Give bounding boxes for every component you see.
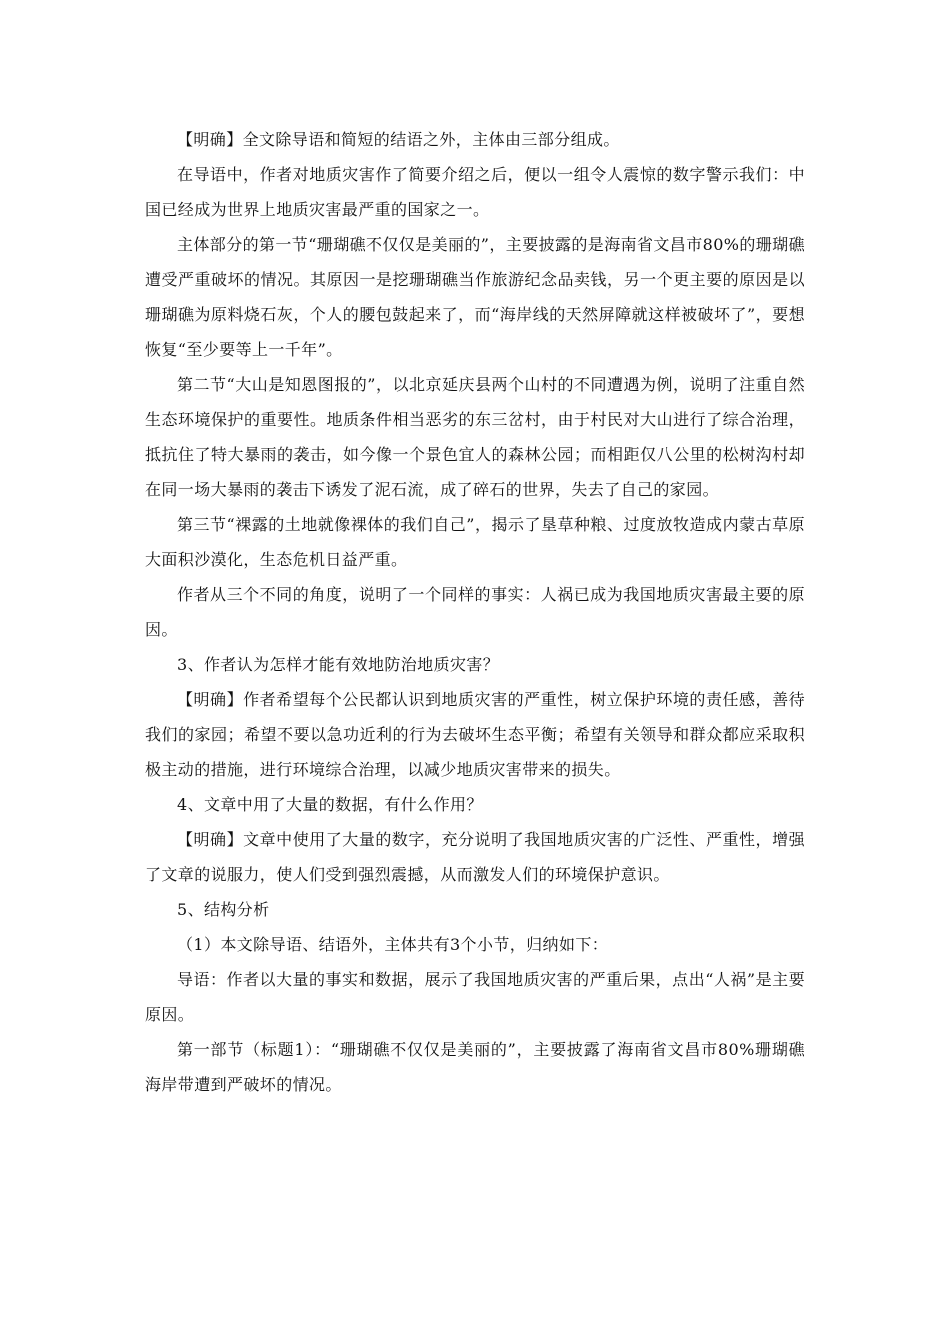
question-five: 5、结构分析 <box>177 900 270 919</box>
paragraph-section-three: 第三节“裸露的土地就像裸体的我们自己”，揭示了垦草种粮、过度放牧造成内蒙古草原大面积沙漠化，生态危机日益严重。 <box>145 515 805 569</box>
paragraph-section-one: 主体部分的第一节“珊瑚礁不仅仅是美丽的”，主要披露的是海南省文昌市80%的珊瑚礁遭受严重破坏的情况。其原因一是挖珊瑚礁当作旅游纪念品卖钱，另一个更主要的原因是以珊瑚礁为原料烧石灰，个人的腰包鼓起来了，而“海岸线的天然屏障就这样被破坏了”，要想恢复“至少要等上一千年”。 <box>145 235 805 359</box>
answer-four: 【明确】文章中使用了大量的数字，充分说明了我国地质灾害的广泛性、严重性，增强了文章的说服力，使人们受到强烈震撼，从而激发人们的环境保护意识。 <box>145 830 805 884</box>
document-body <box>145 122 805 1102</box>
answer-three: 【明确】作者希望每个公民都认识到地质灾害的严重性，树立保护环境的责任感，善待我们的家园；希望不要以急功近利的行为去破坏生态平衡；希望有关领导和群众都应采取积极主动的措施，进行环境综合治理，以减少地质灾害带来的损失。 <box>145 690 805 779</box>
question-three: 3、作者认为怎样才能有效地防治地质灾害？ <box>177 655 500 674</box>
structure-part-one: 第一部节（标题1）：“珊瑚礁不仅仅是美丽的”，主要披露了海南省文昌市80%珊瑚礁海岸带遭到严破坏的情况。 <box>145 1040 805 1094</box>
question-four: 4、文章中用了大量的数据，有什么作用？ <box>177 795 483 814</box>
paragraph-conclusion: 作者从三个不同的角度，说明了一个同样的事实：人祸已成为我国地质灾害最主要的原因。 <box>145 585 805 639</box>
structure-introduction: 导语：作者以大量的事实和数据，展示了我国地质灾害的严重后果，点出“人祸”是主要原因。 <box>145 970 805 1024</box>
structure-overview: （1）本文除导语、结语外，主体共有3个小节，归纳如下： <box>177 935 609 954</box>
paragraph-section-two: 第二节“大山是知恩图报的”，以北京延庆县两个山村的不同遭遇为例，说明了注重自然生态环境保护的重要性。地质条件相当恶劣的东三岔村，由于村民对大山进行了综合治理，抵抗住了特大暴雨的袭击，如今像一个景色宜人的森林公园；而相距仅八公里的松树沟村却在同一场大暴雨的袭击下诱发了泥石流，成了碎石的世界，失去了自己的家园。 <box>145 375 805 499</box>
paragraph-summary-structure: 【明确】全文除导语和简短的结语之外，主体由三部分组成。 <box>177 130 620 149</box>
paragraph-introduction: 在导语中，作者对地质灾害作了简要介绍之后，便以一组令人震惊的数字警示我们：中国已经成为世界上地质灾害最严重的国家之一。 <box>145 165 805 219</box>
